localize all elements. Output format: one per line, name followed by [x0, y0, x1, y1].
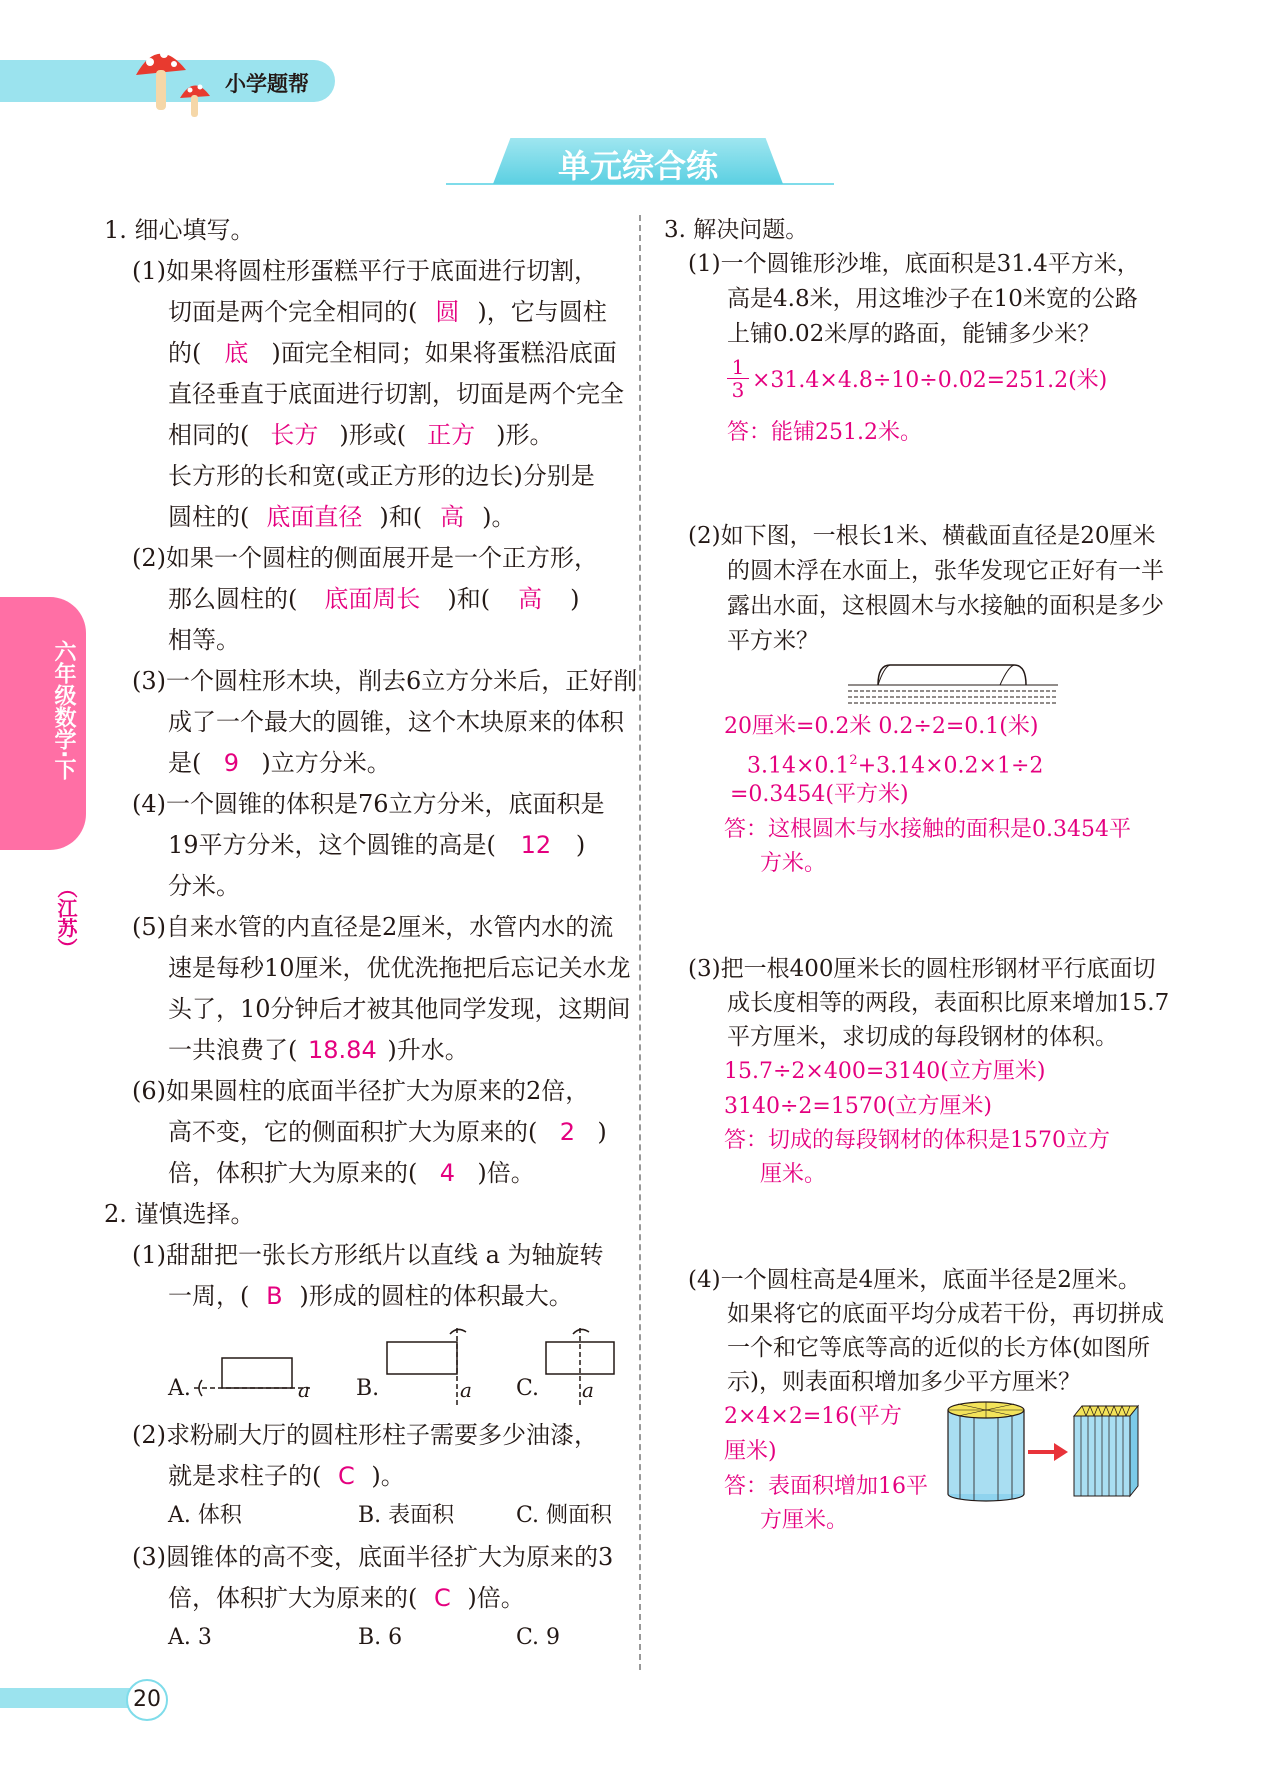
footer-bar [0, 1688, 140, 1708]
arrow-icon [1026, 1440, 1070, 1464]
answer-line: 答：表面积增加16平 [724, 1474, 928, 1499]
answer-blank: B [266, 1282, 283, 1310]
option-c-figure [540, 1322, 620, 1412]
calc-line: 15.7÷2×400=3140(立方厘米) [724, 1059, 1046, 1084]
choice: A. 3 [168, 1625, 212, 1650]
cylinder-figure [946, 1400, 1026, 1502]
brand-name: 小学题帮 [225, 72, 309, 96]
calc-line: 厘米) [724, 1439, 777, 1464]
answer-blank: 底面周长 [324, 585, 421, 613]
floating-log-figure [848, 657, 1058, 705]
answer-blank: C [433, 1584, 451, 1612]
axis-label: a [460, 1378, 472, 1402]
answer-line: 答：能铺251.2米。 [727, 420, 922, 445]
calc-line: 2×4×2=16(平方 [724, 1404, 902, 1429]
answer-blank: 正方 [427, 421, 476, 449]
option-a-figure [192, 1350, 314, 1406]
answer-blank: 底 [224, 339, 249, 367]
choice: A. 体积 [168, 1503, 242, 1528]
answer-blank: 12 [520, 831, 552, 859]
calc-line: =0.3454(平方米) [730, 782, 909, 807]
calc-line: 20厘米=0.2米 0.2÷2=0.1(米) [724, 714, 1039, 739]
section-title: 单元综合练 [557, 147, 718, 185]
answer-blank: 2 [559, 1118, 576, 1146]
answer-blank: C [337, 1462, 355, 1490]
region-label: （江苏） [54, 878, 78, 958]
answer-blank: 高 [440, 503, 465, 531]
choice: C. 侧面积 [516, 1503, 613, 1528]
option-b-figure [382, 1322, 472, 1412]
option-a-label: A. [168, 1376, 191, 1401]
answer-blank: 长方 [270, 421, 319, 449]
axis-label: a [582, 1378, 594, 1402]
calc-line: $3.14\times 0.1^2+3.14\times 0.2\times 1\div 2$ [747, 753, 1044, 779]
choice: C. 9 [516, 1625, 561, 1650]
answer-blank: 底面直径 [266, 503, 363, 531]
q3-title: 3. 解决问题。 [664, 217, 809, 243]
calc-line: ×31.4×4.8÷10÷0.02=251.2(米) [752, 368, 1108, 393]
answer-blank: 4 [439, 1159, 456, 1187]
answer-line: 厘米。 [760, 1162, 827, 1187]
cuboid-figure [1072, 1402, 1142, 1498]
mushroom-logo [128, 40, 218, 120]
page-number: 20 [126, 1679, 168, 1721]
answer-blank: 9 [223, 749, 240, 777]
answer-blank: 高 [518, 585, 543, 613]
choice: B. 6 [358, 1625, 403, 1650]
q2-title: 2. 谨慎选择。 [104, 1200, 255, 1228]
option-c-label: C. [516, 1376, 540, 1401]
answer-blank: 18.84 [308, 1036, 377, 1064]
option-b-label: B. [356, 1376, 380, 1401]
answer-line: 答：这根圆木与水接触的面积是0.3454平 [724, 817, 1131, 842]
answer-line: 答：切成的每段钢材的体积是1570立方 [724, 1128, 1110, 1153]
q1-title: 1. 细心填写。 [104, 216, 255, 244]
answer-blank: 圆 [435, 298, 460, 326]
calc-line: 3140÷2=1570(立方厘米) [724, 1094, 993, 1119]
fraction: 1 3 [727, 356, 749, 401]
answer-line: 方米。 [760, 851, 827, 876]
column-divider [639, 215, 641, 1670]
axis-label: a [298, 1378, 310, 1402]
choice: B. 表面积 [358, 1503, 455, 1528]
answer-line: 方厘米。 [760, 1508, 849, 1533]
grade-label: 六年级数学·下 [51, 640, 76, 781]
